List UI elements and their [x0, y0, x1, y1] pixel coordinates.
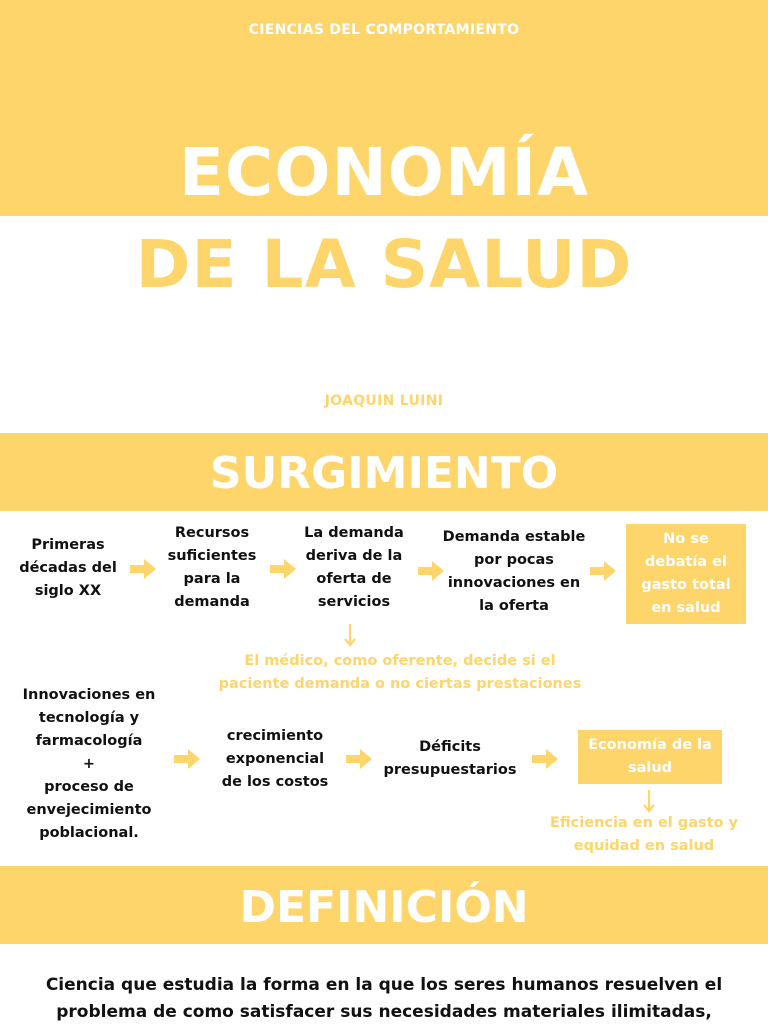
result-box-1: No se debatía el gasto total en salud	[626, 524, 746, 624]
arrow-right-icon	[344, 746, 374, 772]
arrow-right-icon	[172, 746, 202, 772]
section-heading-surgimiento: SURGIMIENTO	[209, 448, 559, 499]
flow-node-3: La demanda deriva de la oferta de servicios	[304, 525, 404, 610]
author-name: JOAQUIN LUINI	[324, 393, 444, 409]
flow-node-6: crecimiento exponencial de los costos	[221, 728, 329, 790]
flow-node-4: Demanda estable por pocas innovaciones en la oferta	[442, 529, 586, 614]
flow-node-7: Déficits presupuestarios	[383, 739, 517, 778]
result-box-2: Economía de la salud	[578, 730, 722, 784]
arrow-down-icon	[342, 622, 358, 648]
flow-node-5: Innovaciones en tecnología y farmacología + proceso de envejecimiento poblacional.	[22, 687, 156, 841]
definition-text: Ciencia que estudia la forma en la que los seres humanos resuelven el problema de como satisfacer sus necesidades materiales ilimitadas,	[45, 975, 723, 1022]
arrow-right-icon	[588, 558, 618, 584]
flow-note-1: El médico, como oferente, decide si el paciente demanda o no ciertas prestaciones	[218, 653, 582, 692]
flow-note-2: Eficiencia en el gasto y equidad en salud	[549, 815, 739, 854]
arrow-right-icon	[530, 746, 560, 772]
section-heading-definicion: DEFINICIÓN	[239, 882, 529, 933]
title-line-2: DE LA SALUD	[135, 226, 633, 303]
title-line-1: ECONOMÍA	[178, 134, 590, 211]
flow-node-2: Recursos suficientes para la demanda	[167, 525, 257, 610]
flow-node-1: Primeras décadas del siglo XX	[19, 537, 117, 599]
kicker-text: CIENCIAS DEL COMPORTAMIENTO	[248, 22, 520, 38]
arrow-down-icon	[641, 788, 657, 814]
